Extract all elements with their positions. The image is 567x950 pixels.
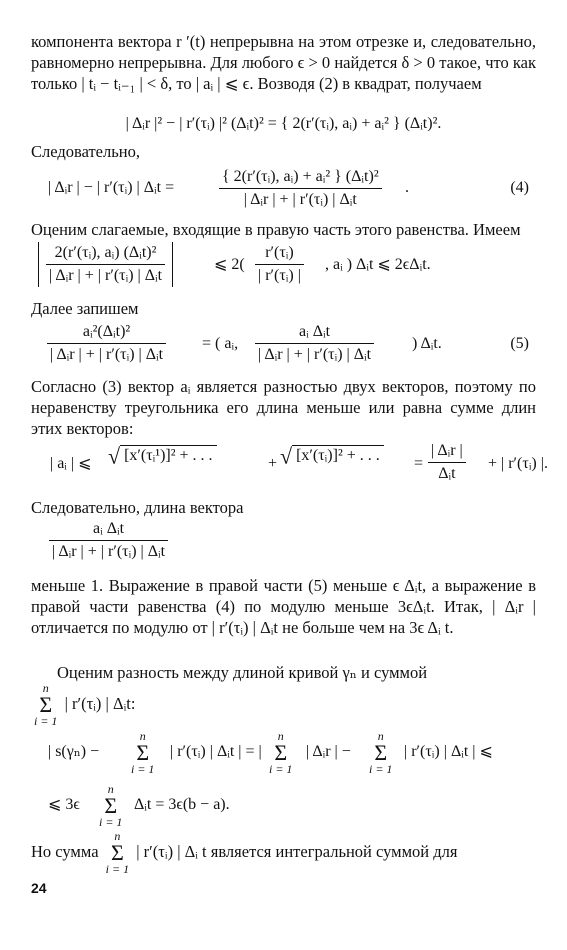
eq-len-numerator: aᵢ Δᵢt [49, 518, 168, 541]
eq5-inner-fraction [255, 321, 374, 366]
eq-est-inner-numerator: r′(τᵢ) [255, 242, 304, 265]
eq-est-fraction [46, 242, 165, 287]
eq5-fraction [47, 321, 166, 366]
eq-tri-numerator: | Δᵢr | [428, 440, 466, 463]
integral-sum-text-a: Но сумма [31, 841, 99, 861]
eq-tri-plus: + [268, 455, 278, 472]
eq5-inner-numerator: aᵢ Δᵢt [255, 321, 374, 344]
eq-len-denominator: | Δᵢr | + | r′(τᵢ) | Δᵢt [52, 543, 166, 560]
eq4-tail: . [405, 179, 409, 196]
eq-tri-root-1 [108, 443, 217, 469]
eq-diff-term-1: | r′(τᵢ) | Δᵢt | = | [170, 743, 262, 760]
eq-est-tail: , aᵢ ) Δᵢt ⩽ 2ϵΔᵢt. [325, 256, 431, 273]
sigma-icon: Σ [39, 692, 53, 717]
text-hence-1: Следовательно, [31, 142, 140, 161]
sigma-icon: Σ [274, 740, 288, 765]
eq-tri-lhs: | aᵢ | ⩽ [50, 455, 92, 472]
sum-expression-text: | r′(τᵢ) | Δᵢt: [64, 693, 136, 713]
sum-lower-limit: i = 1 [105, 862, 130, 876]
sigma-icon: Σ [374, 740, 388, 765]
eq-est-inner-fraction [255, 242, 304, 287]
eq5-tail: ) Δᵢt. [412, 335, 442, 352]
sum-lower-limit: i = 1 [34, 714, 58, 728]
sum-operator [131, 730, 154, 776]
sigma-icon: Σ [110, 840, 124, 865]
page-number: 24 [31, 880, 47, 896]
sum-operator [269, 730, 292, 776]
sum-upper-limit: n [139, 729, 146, 743]
paragraph-estimate: Оценим слагаемые, входящие в правую часть этого равенства. Имеем [31, 220, 521, 239]
eq-tri-radicand-2: [x′(τᵢ)]² + . . . [292, 445, 384, 466]
eq-tri-tail: + | r′(τᵢ) |. [488, 455, 548, 472]
eq-est-abs [38, 242, 173, 287]
eq5-number: (5) [510, 335, 529, 352]
sum-expression [31, 682, 536, 728]
eq5-mid: = ( aᵢ, [202, 335, 239, 352]
eq-final-rhs: Δᵢt = 3ϵ(b − a). [134, 796, 230, 813]
eq-tri-eq: = [414, 455, 424, 472]
eq4-lhs: | Δᵢr | − | r′(τᵢ) | Δᵢt = [48, 179, 175, 196]
paragraph-integral-sum [31, 830, 536, 876]
eq4-denominator: | Δᵢr | + | r′(τᵢ) | Δᵢt [243, 191, 357, 208]
sum-upper-limit: n [114, 829, 121, 843]
eq5-numerator: aᵢ²(Δᵢt)² [47, 321, 166, 344]
eq-est-mid: ⩽ 2( [214, 256, 245, 273]
paragraph-less-than-one: меньше 1. Выражение в правой части (5) меньше ϵ Δᵢt, а выражение в правой части равенства (4) по модулю меньше 3ϵΔᵢt. Итак, | Δᵢr | отличается по модулю от | r′(τᵢ) | Δᵢt не больше чем на 3ϵ Δᵢ t. [31, 576, 536, 637]
sum-upper-limit: n [42, 681, 49, 695]
sum-lower-limit: i = 1 [131, 762, 155, 776]
eq-tri-fraction [428, 440, 466, 485]
sigma-icon: Σ [136, 740, 150, 765]
eq-tri-root-2 [280, 443, 384, 469]
eq-final-lhs: ⩽ 3ϵ [48, 796, 80, 813]
sum-upper-limit: n [377, 729, 384, 743]
eq-diff-term-3: | r′(τᵢ) | Δᵢt | ⩽ [404, 743, 493, 760]
eq-tri-radicand-1: [x′(τᵢ¹)]² + . . . [120, 445, 216, 466]
sqrt-symbol: √ [280, 443, 293, 469]
eq4-number: (4) [510, 179, 529, 196]
eq-tri-denominator: Δᵢt [438, 465, 456, 482]
eq-len-fraction [49, 518, 168, 563]
sum-lower-limit: i = 1 [369, 762, 393, 776]
integral-sum-text-b: | r′(τᵢ) | Δᵢ t является интегральной суммой для [136, 841, 458, 861]
text-next: Далее запишем [31, 299, 139, 318]
sum-upper-limit: n [107, 782, 114, 796]
eq-est-denominator: | Δᵢr | + | r′(τᵢ) | Δᵢt [49, 267, 163, 284]
sum-operator [369, 730, 392, 776]
eq4-fraction [219, 166, 382, 211]
paragraph-continuity: компонента вектора r ′(t) непрерывна на этом отрезке и, следовательно, равномерно непрерывна. Для любого ϵ > 0 найдется δ > 0 такое, что как только | tᵢ − tᵢ₋₁ | < δ, то | aᵢ | ⩽ ϵ. Возводя (2) в квадрат, получаем [31, 32, 536, 93]
paragraph-difference: Оценим разность между длиной кривой γₙ и суммой [57, 663, 428, 682]
sum-lower-limit: i = 1 [269, 762, 293, 776]
eq5-denominator: | Δᵢr | + | r′(τᵢ) | Δᵢt [50, 346, 164, 363]
sum-upper-limit: n [277, 729, 284, 743]
sum-lower-limit: i = 1 [99, 815, 123, 829]
eq-diff-term-2: | Δᵢr | − [306, 743, 351, 760]
text-hence-2: Следовательно, длина вектора [31, 498, 244, 517]
eq-diff-lhs: | s(γₙ) − [48, 743, 100, 760]
eq4-numerator: { 2(r′(τᵢ), aᵢ) + aᵢ² } (Δᵢt)² [219, 166, 382, 189]
equation-square: | Δᵢr |² − | r′(τᵢ) |² (Δᵢt)² = { 2(r′(τᵢ), aᵢ) + aᵢ² } (Δᵢt)². [125, 115, 442, 132]
sum-operator [106, 830, 129, 876]
eq-est-numerator: 2(r′(τᵢ), aᵢ) (Δᵢt)² [46, 242, 165, 265]
sigma-icon: Σ [104, 793, 118, 818]
eq-est-inner-denominator: | r′(τᵢ) | [258, 267, 301, 284]
paragraph-triangle: Согласно (3) вектор aᵢ является разностью двух векторов, поэтому по неравенству треугольника его длина меньше или равна сумме длин этих векторов: [31, 377, 536, 438]
sum-operator [99, 783, 122, 829]
sqrt-symbol: √ [108, 443, 121, 469]
sum-operator [34, 682, 57, 728]
eq5-inner-denominator: | Δᵢr | + | r′(τᵢ) | Δᵢt [258, 346, 372, 363]
